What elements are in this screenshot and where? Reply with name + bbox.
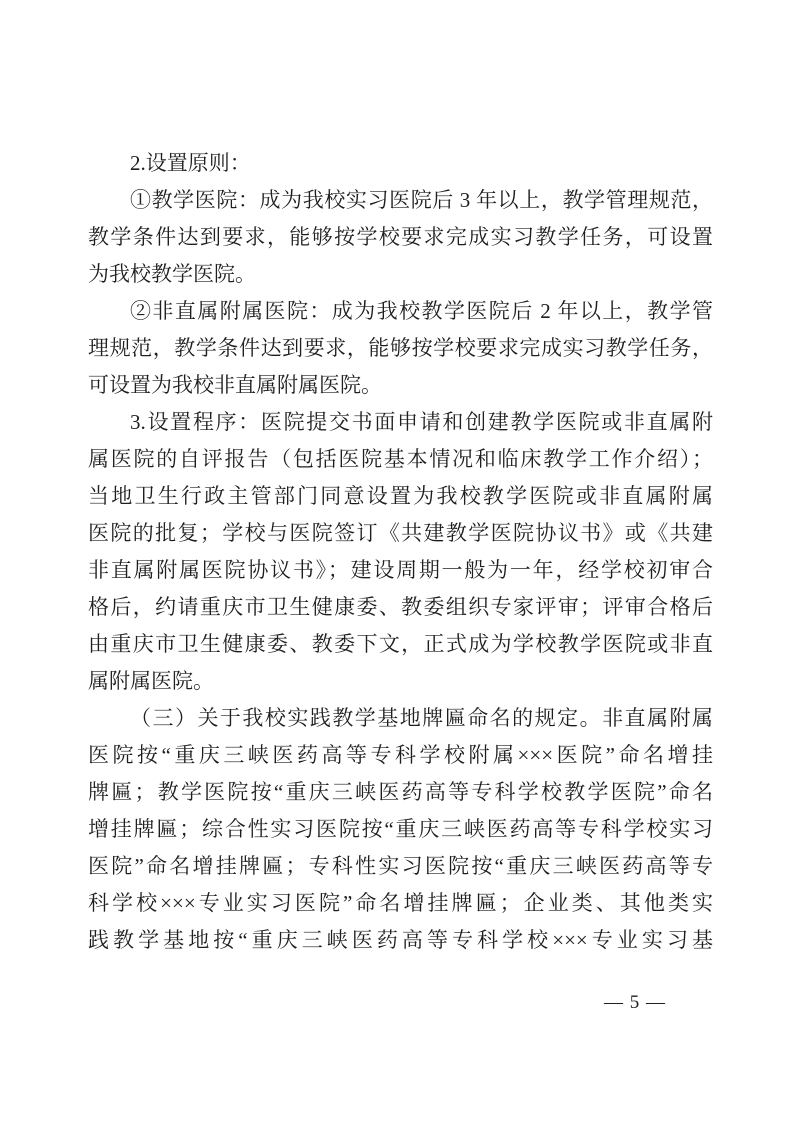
text-line: 格后，约请重庆市卫生健康委、教委组织专家评审；评审合格后 [88,595,713,619]
text-line: 医院的批复；学校与医院签订《共建教学医院协议书》或《共建 [88,521,713,545]
page-number: — 5 — [604,992,666,1013]
text-line: 教学条件达到要求，能够按学校要求完成实习教学任务，可设置 [88,225,713,249]
text-line: 科学校×××专业实习医院”命名增挂牌匾；企业类、其他类实 [88,891,713,915]
text-line: ①教学医院：成为我校实习医院后 3 年以上，教学管理规范， [130,188,713,212]
document-text-block [88,145,713,959]
text-line: 属附属医院。 [88,669,214,693]
text-line: 非直属附属医院协议书》；建设周期一般为一年，经学校初审合 [88,558,713,582]
text-line: 属医院的自评报告（包括医院基本情况和临床教学工作介绍）； [88,447,713,471]
text-line: （三）关于我校实践教学基地牌匾命名的规定。非直属附属 [130,706,713,730]
text-line: 理规范，教学条件达到要求，能够按学校要求完成实习教学任务， [88,336,713,360]
text-line: 3.设置程序：医院提交书面申请和创建教学医院或非直属附 [130,410,713,434]
text-line: 医院”命名增挂牌匾；专科性实习医院按“重庆三峡医药高等专 [88,854,713,878]
text-line: 为我校教学医院。 [88,262,256,286]
text-line: 牌匾；教学医院按“重庆三峡医药高等专科学校教学医院”命名 [88,780,713,804]
text-line: 可设置为我校非直属附属医院。 [88,373,382,397]
text-line: 医院按“重庆三峡医药高等专科学校附属×××医院”命名增挂 [88,743,713,767]
text-line: 当地卫生行政主管部门同意设置为我校教学医院或非直属附属 [88,484,713,508]
text-line: 2.设置原则： [130,151,251,175]
text-line: 增挂牌匾；综合性实习医院按“重庆三峡医药高等专科学校实习 [88,817,713,841]
text-line: ②非直属附属医院：成为我校教学医院后 2 年以上，教学管 [130,299,713,323]
text-line: 践教学基地按“重庆三峡医药高等专科学校×××专业实习基 [88,928,713,952]
text-line: 由重庆市卫生健康委、教委下文，正式成为学校教学医院或非直 [88,632,713,656]
